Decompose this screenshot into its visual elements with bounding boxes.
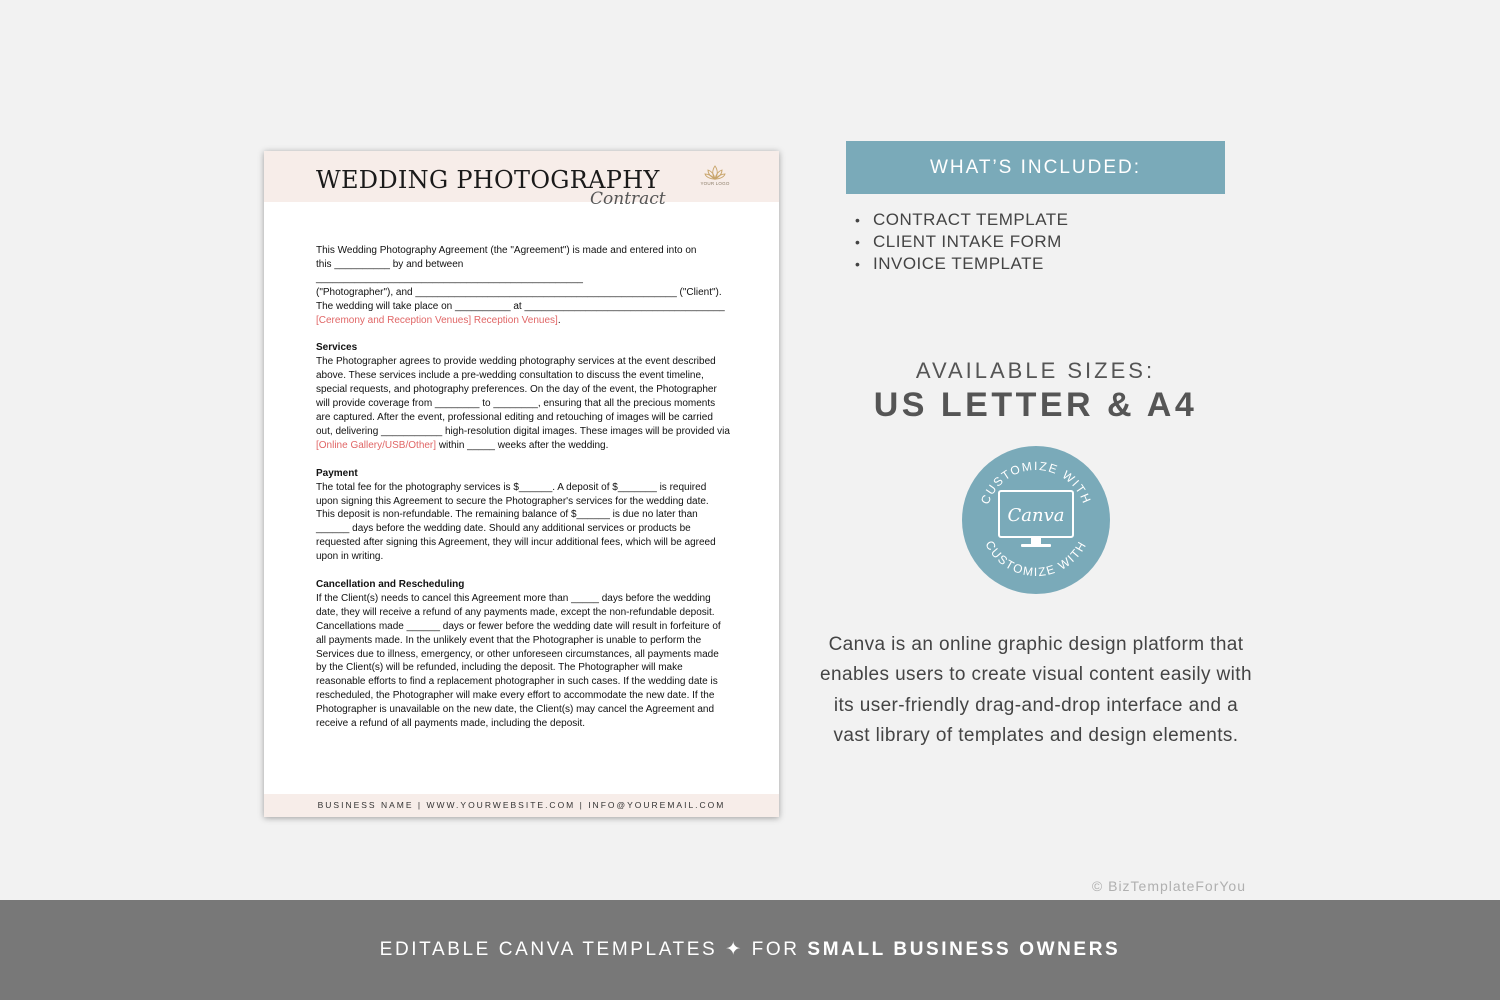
intro-line: ("Photographer"), and _______________________________________________ ("Client"). — [316, 286, 722, 298]
intro-line: The wedding will take place on __________ at ____________________________________ — [316, 300, 725, 312]
delivery-placeholder: [Online Gallery/USB/Other] — [316, 439, 437, 451]
badge-bottom-text: CUSTOMIZE WITH — [982, 538, 1090, 580]
bottom-banner-for: FOR — [751, 939, 800, 960]
document-script-subtitle: Contract — [590, 189, 666, 209]
cancellation-heading: Cancellation and Rescheduling — [316, 579, 465, 591]
available-sizes-value: US LETTER & A4 — [873, 386, 1198, 424]
intro-line-end: . — [557, 314, 561, 326]
bullet-icon: • — [855, 212, 861, 228]
cancellation-text: If the Client(s) needs to cancel this Agreement more than _____ days before the wedding date, they will receive a refund of any payments made, except the non-refundable deposit. Cancellations made ______ days or fewer before the wedding date will result in forfeiture of all payments made. In the unlikely event that the Photographer is unable to perform the Services due to illness, emergency, or other unforeseen circumstances, all payments made by the Client(s) will be refunded, including the deposit. The Photographer will make reasonable efforts to find a replacement photographer in such cases. If the wedding date is rescheduled, the Photographer will make every effort to accommodate the new date. If the Photographer is unavailable on the new date, the Client(s) may cancel the Agreement and receive a refund of all payments made, including the deposit. — [316, 592, 721, 730]
included-list — [855, 209, 1069, 275]
sparkle-icon: ✦ — [725, 939, 744, 960]
list-item — [855, 209, 1069, 231]
services-text — [316, 355, 730, 452]
list-item — [855, 253, 1069, 275]
document-header — [264, 151, 779, 209]
services-heading: Services — [316, 342, 358, 354]
bottom-banner-text: EDITABLE CANVA TEMPLATES — [379, 939, 718, 960]
bullet-icon: • — [855, 234, 861, 250]
logo — [700, 165, 730, 186]
bottom-banner — [0, 900, 1500, 1000]
logo-text: YOUR LOGO — [700, 181, 730, 186]
whats-included-heading: WHAT’S INCLUDED: — [846, 141, 1225, 194]
list-item-label: CLIENT INTAKE FORM — [873, 232, 1062, 251]
lotus-icon — [704, 165, 726, 181]
payment-text: The total fee for the photography services is $______. A deposit of $_______ is required upon signing this Agreement to secure the Photographer's services for the wedding date. This deposit is non-refundable. The remaining balance of $______ is due no later than ______ days before the wedding date. Should any additional services or products be requested after signing this Agreement, they will incur additional fees, which will be agreed upon in writing. — [316, 481, 716, 563]
list-item-label: INVOICE TEMPLATE — [873, 254, 1044, 273]
document-preview — [264, 151, 779, 817]
venue-placeholder: [Ceremony and Reception Venues] Reception Venues] — [316, 314, 558, 326]
document-body — [316, 244, 730, 731]
list-item-label: CONTRACT TEMPLATE — [873, 210, 1069, 229]
list-item — [855, 231, 1069, 253]
payment-heading: Payment — [316, 467, 358, 479]
intro-line — [316, 314, 730, 328]
customize-with-canva-badge — [961, 445, 1111, 595]
bottom-banner-bold: SMALL BUSINESS OWNERS — [807, 939, 1121, 960]
services-text-end: within _____ weeks after the wedding. — [436, 439, 609, 451]
document-footer: BUSINESS NAME | WWW.YOURWEBSITE.COM | INFO@YOUREMAIL.COM — [264, 794, 779, 817]
canva-description: Canva is an online graphic design platform that enables users to create visual content easily with its user-friendly drag-and-drop interface and a vast library of templates and design elements. — [820, 634, 1252, 746]
canva-wordmark: Canva — [1007, 505, 1065, 526]
bullet-icon: • — [855, 256, 861, 272]
services-text-start: The Photographer agrees to provide wedding photography services at the event described above. These services include a pre-wedding consultation to discuss the event timeline, special requests, and photography preferences. On the day of the event, the Photographer will provide coverage from ________ to ________, ensuring that all the precious moments are captured. After the event, professional editing and retouching of images will be carried out, delivering ___________ high-resolution digital images. These images will be provided via — [316, 356, 730, 437]
available-sizes-label: AVAILABLE SIZES: — [915, 358, 1156, 383]
intro-line: this __________ by and between ________________________________________________ — [316, 258, 583, 284]
copyright-text: © BizTemplateForYou — [1091, 878, 1246, 894]
badge-top-text: CUSTOMIZE WITH — [977, 458, 1095, 507]
document-title: WEDDING PHOTOGRAPHY — [316, 166, 660, 194]
intro-line: This Wedding Photography Agreement (the "Agreement") is made and entered into on — [316, 245, 697, 256]
